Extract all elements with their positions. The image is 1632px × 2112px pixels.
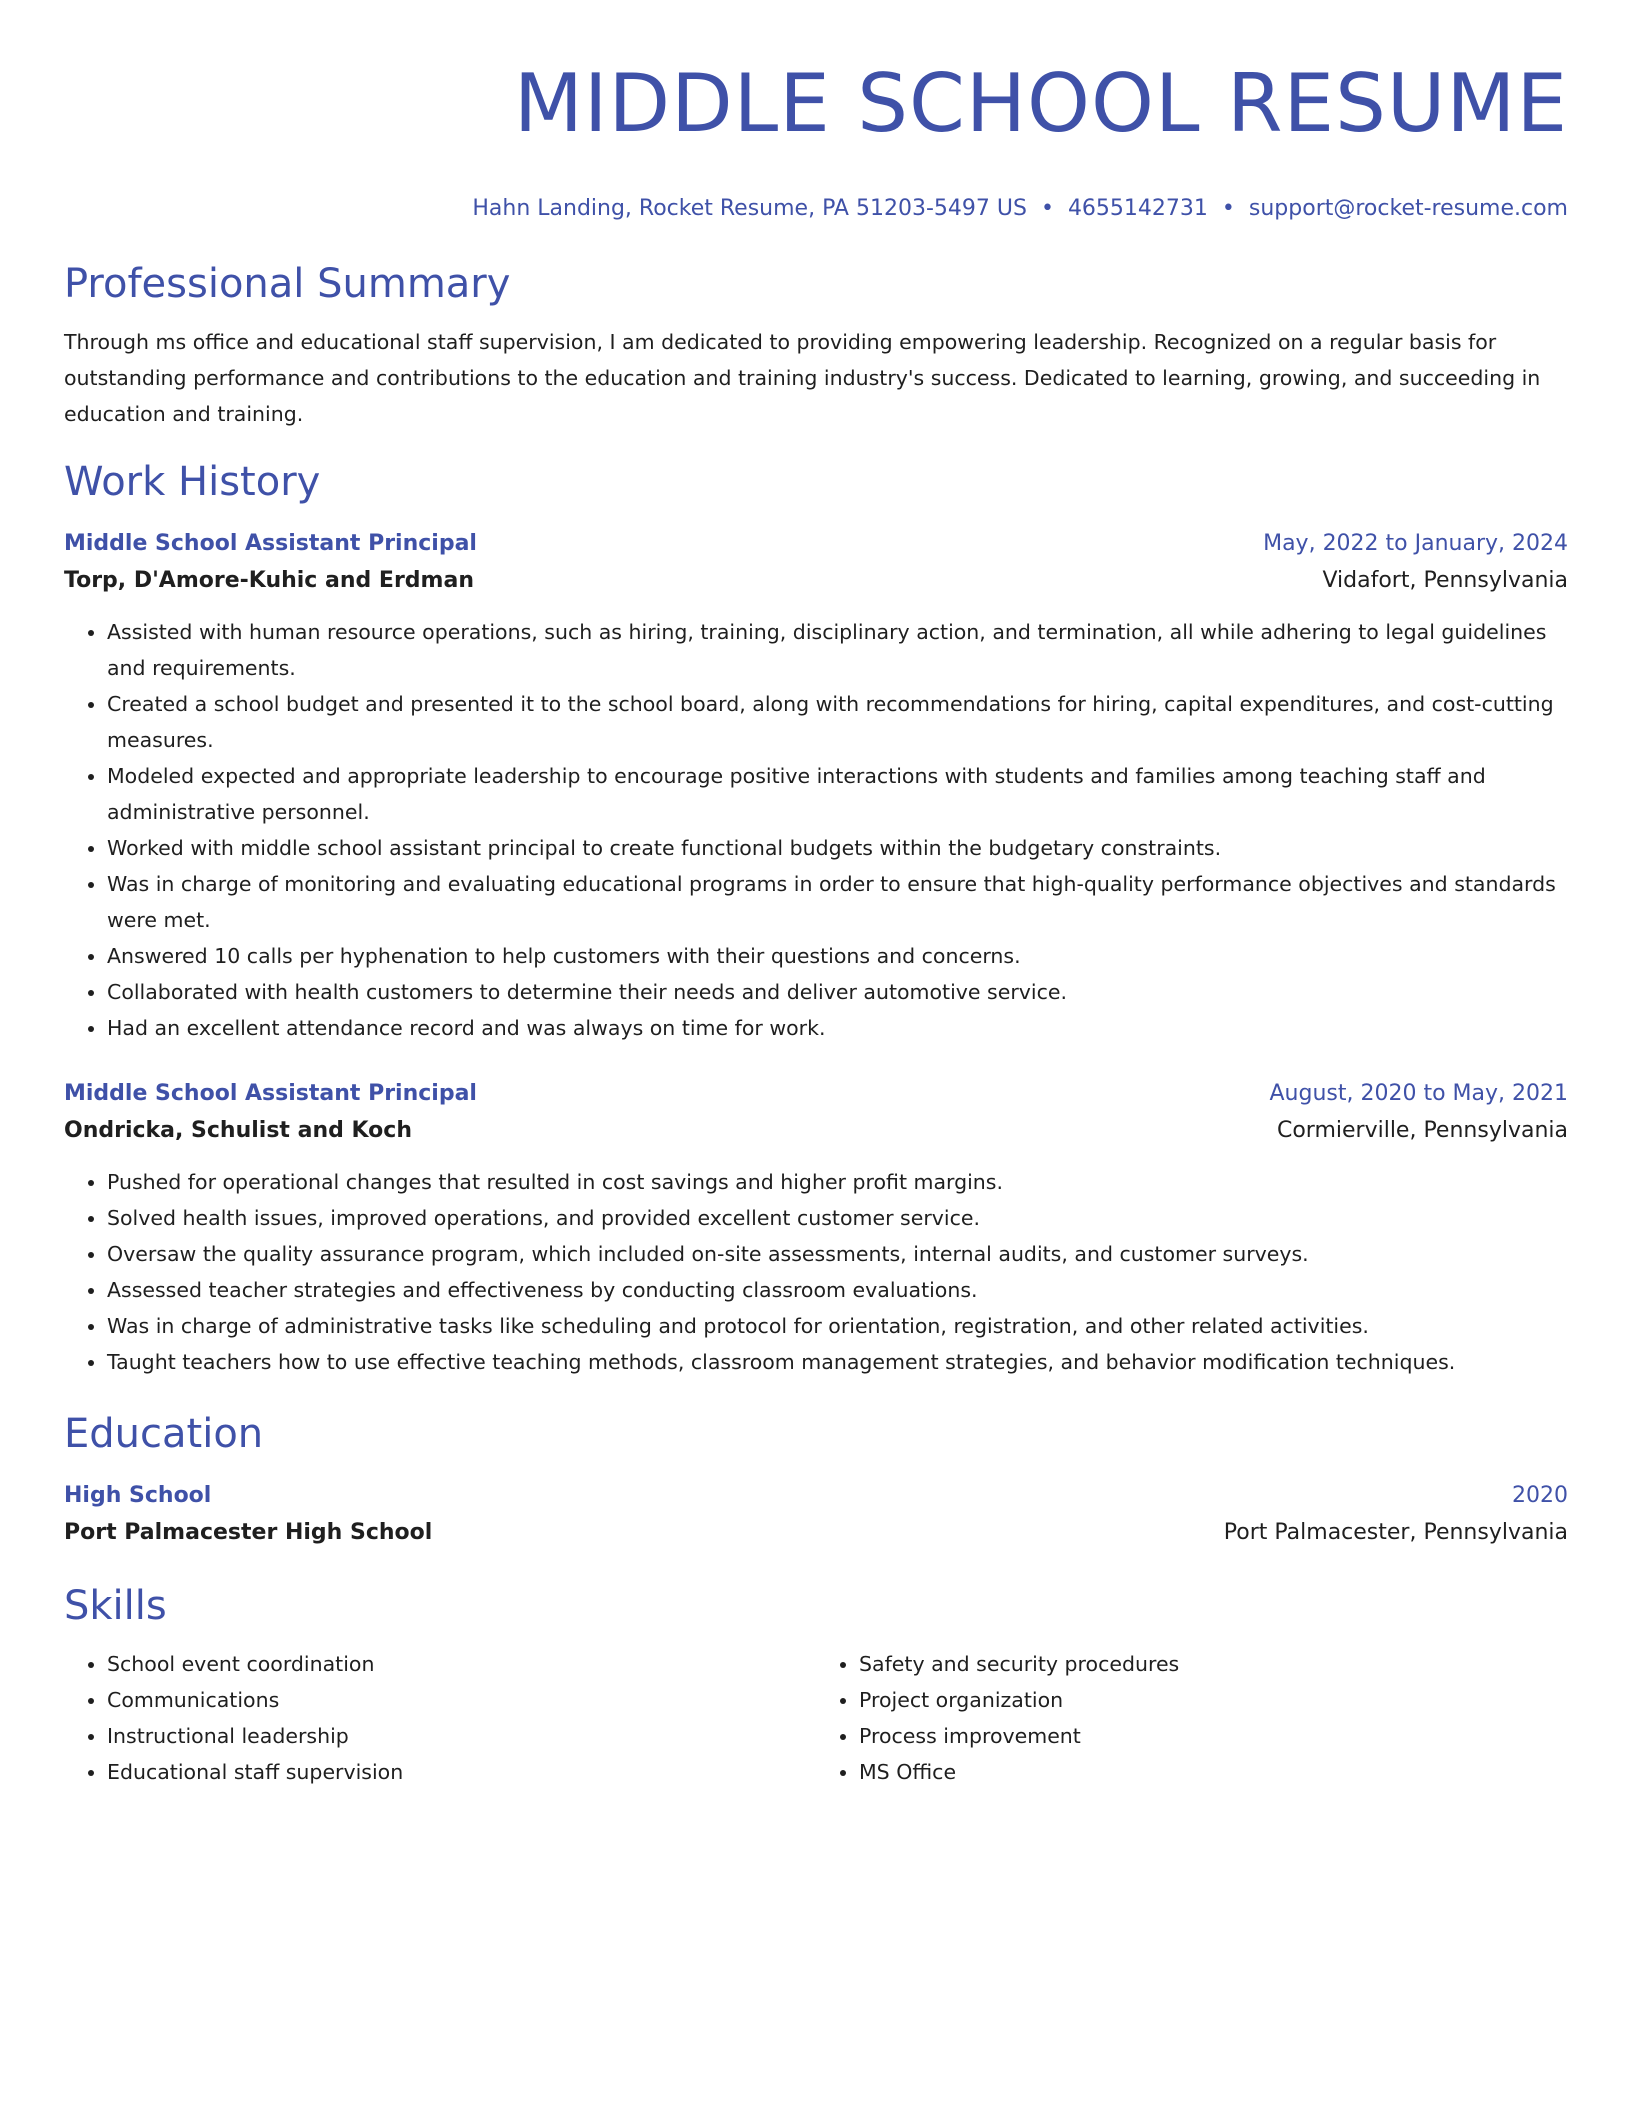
education-school-row — [64, 1514, 1568, 1552]
job-heading-row — [64, 526, 1568, 562]
job-bullet: • Assisted with human resource operations, such as hiring, training, disciplinary action, and termination, all while adhering to legal guidelines and requirements. — [107, 614, 1568, 686]
job-bullet: • Assessed teacher strategies and effectiveness by conducting classroom evaluations. — [107, 1272, 1568, 1308]
job-bullet: • Was in charge of administrative tasks like scheduling and protocol for orientation, registration, and other related activities. — [107, 1308, 1568, 1344]
skills-column-right — [816, 1646, 1568, 1790]
section-title-skills: Skills — [64, 1583, 167, 1629]
skills-column-left — [64, 1646, 816, 1790]
job-bullet: • Collaborated with health customers to determine their needs and deliver automotive service. — [107, 974, 1568, 1010]
job-bullet: • Oversaw the quality assurance program, which included on-site assessments, internal audits, and customer surveys. — [107, 1236, 1568, 1272]
education-year: 2020 — [1512, 1483, 1568, 1508]
job-entry — [64, 526, 1568, 1046]
education-heading-row — [64, 1478, 1568, 1514]
job-company: Torp, D'Amore-Kuhic and Erdman — [64, 568, 474, 593]
skills-list — [64, 1646, 1568, 1790]
job-bullet: • Created a school budget and presented it to the school board, along with recommendations for hiring, capital expenditures, and cost-cutting measures. — [107, 686, 1568, 758]
job-entry — [64, 1076, 1568, 1380]
job-bullet: • Worked with middle school assistant principal to create functional budgets within the budgetary constraints. — [107, 830, 1568, 866]
resume-title: MIDDLE SCHOOL RESUME — [513, 57, 1568, 150]
job-location: Vidafort, Pennsylvania — [1322, 568, 1568, 593]
skill-item: • Process improvement — [859, 1718, 1568, 1754]
summary-text: Through ms office and educational staff supervision, I am dedicated to providing empowering leadership. Recognized on a regular basis for outstanding performance and contributions to the education and training industry's success. Dedicated to learning, growing, and succeeding in education and training. — [64, 330, 1541, 426]
job-company-row — [64, 562, 1568, 600]
contact-email[interactable]: support@rocket-resume.com — [1248, 196, 1568, 221]
skill-item: • Communications — [107, 1682, 816, 1718]
job-bullet: • Solved health issues, improved operations, and provided excellent customer service. — [107, 1200, 1568, 1236]
skill-item: • School event coordination — [107, 1646, 816, 1682]
job-bullets — [64, 614, 1568, 1046]
skill-item: • Safety and security procedures — [859, 1646, 1568, 1682]
education-degree: High School — [64, 1483, 212, 1508]
contact-phone[interactable]: 4655142731 — [1067, 196, 1208, 221]
job-bullet: • Was in charge of monitoring and evaluating educational programs in order to ensure that high-quality performance objectives and standards were met. — [107, 866, 1568, 938]
contact-separator: • — [1221, 196, 1235, 221]
skill-item: • MS Office — [859, 1754, 1568, 1790]
section-title-education: Education — [64, 1411, 264, 1457]
resume-header — [64, 0, 1568, 224]
education-entry — [64, 1478, 1568, 1552]
job-dates: May, 2022 to January, 2024 — [1263, 531, 1568, 556]
job-company: Ondricka, Schulist and Koch — [64, 1118, 412, 1143]
job-bullets — [64, 1164, 1568, 1380]
job-bullet: • Taught teachers how to use effective teaching methods, classroom management strategies, and behavior modification techniques. — [107, 1344, 1568, 1380]
contact-line — [64, 194, 1568, 224]
job-bullet: • Pushed for operational changes that resulted in cost savings and higher profit margins. — [107, 1164, 1568, 1200]
job-role: Middle School Assistant Principal — [64, 531, 477, 556]
education-location: Port Palmacester, Pennsylvania — [1223, 1520, 1568, 1545]
job-dates: August, 2020 to May, 2021 — [1269, 1081, 1568, 1106]
job-role: Middle School Assistant Principal — [64, 1081, 477, 1106]
job-location: Cormierville, Pennsylvania — [1276, 1118, 1568, 1143]
contact-address: Hahn Landing, Rocket Resume, PA 51203-5497 US — [472, 196, 1027, 221]
job-bullet: • Modeled expected and appropriate leadership to encourage positive interactions with students and families among teaching staff and administrative personnel. — [107, 758, 1568, 830]
section-title-work-history: Work History — [64, 459, 321, 505]
job-bullet: • Had an excellent attendance record and was always on time for work. — [107, 1010, 1568, 1046]
skill-item: • Project organization — [859, 1682, 1568, 1718]
skill-item: • Instructional leadership — [107, 1718, 816, 1754]
job-heading-row — [64, 1076, 1568, 1112]
section-title-summary: Professional Summary — [64, 261, 511, 307]
skill-item: • Educational staff supervision — [107, 1754, 816, 1790]
education-school: Port Palmacester High School — [64, 1520, 433, 1545]
contact-separator: • — [1040, 196, 1054, 221]
job-bullet: • Answered 10 calls per hyphenation to help customers with their questions and concerns. — [107, 938, 1568, 974]
job-company-row — [64, 1112, 1568, 1150]
